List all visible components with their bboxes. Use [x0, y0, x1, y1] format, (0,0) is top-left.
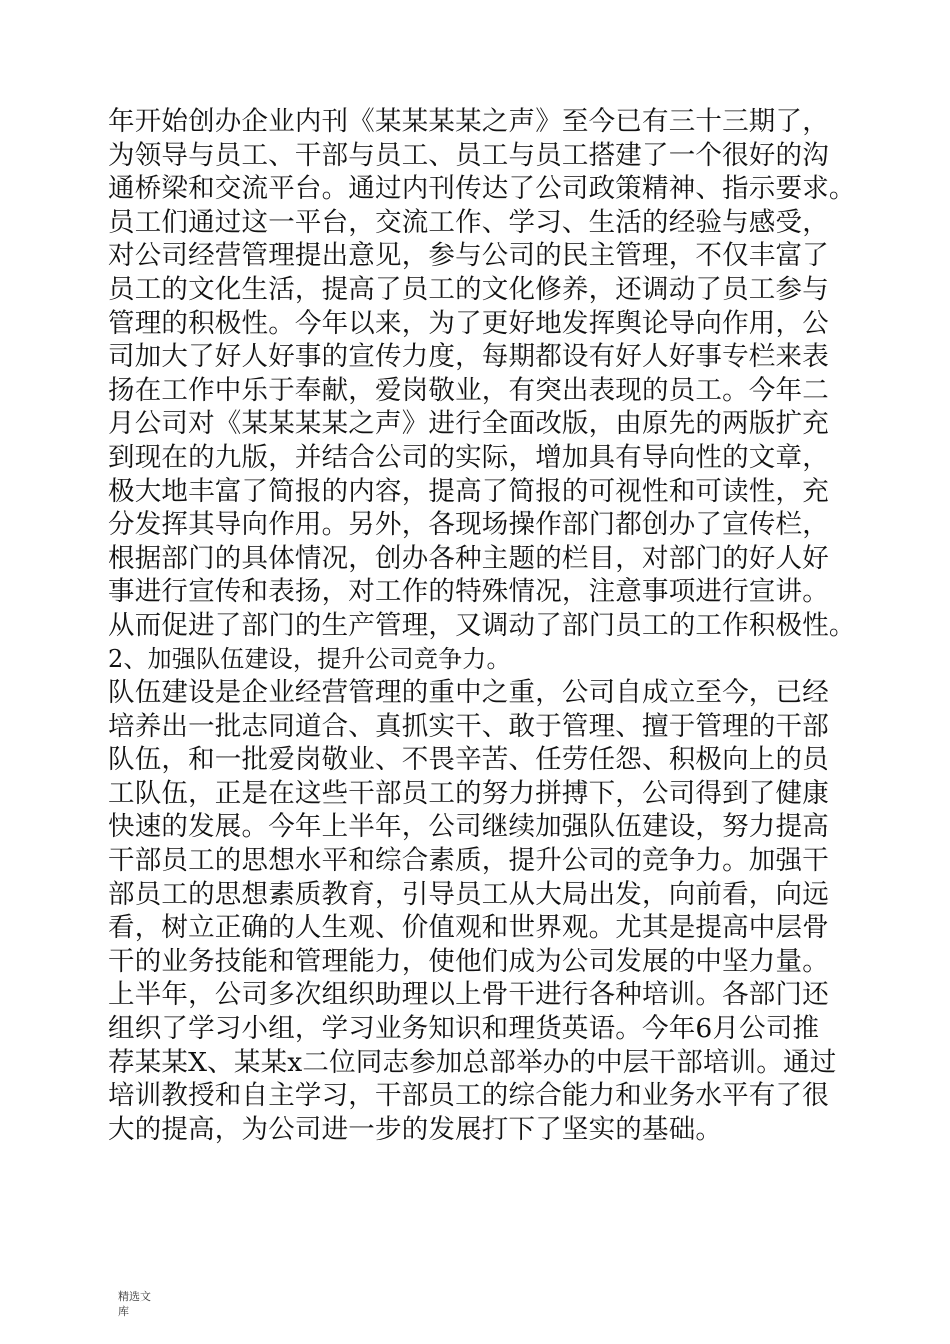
text-line: 月公司对《某某某某之声》进行全面改版，由原先的两版扩充 [108, 408, 829, 440]
text-line: 看，树立正确的人生观、价值观和世界观。尤其是提高中层骨 [108, 912, 829, 944]
text-line: 荐某某X、某某x二位同志参加总部举办的中层干部培训。通过 [108, 1046, 837, 1078]
section-2-heading [108, 643, 868, 677]
text-line: 上半年，公司多次组织助理以上骨干进行各种培训。各部门还 [108, 979, 829, 1011]
text-line: 培训教授和自主学习，干部员工的综合能力和业务水平有了很 [108, 1080, 829, 1112]
text-line: 员工的文化生活，提高了员工的文化修养，还调动了员工参与 [108, 273, 829, 305]
footer-line: 精选文 [118, 1290, 151, 1303]
text-line: 分发挥其导向作用。另外，各现场操作部门都创办了宣传栏， [108, 509, 829, 541]
footer-label [118, 1289, 178, 1319]
text-line: 工队伍，正是在这些干部员工的努力拼搏下，公司得到了健康 [108, 777, 829, 809]
paragraph-section-2 [108, 676, 868, 1146]
footer-line: 库 [118, 1305, 129, 1318]
text-line: 部员工的思想素质教育，引导员工从大局出发，向前看，向远 [108, 878, 829, 910]
text-line: 队伍建设是企业经营管理的重中之重，公司自成立至今，已经 [108, 677, 829, 709]
paragraph-intro [108, 105, 868, 643]
section-heading: 2、加强队伍建设，提升公司竞争力。 [108, 644, 511, 673]
document-body [108, 105, 868, 1146]
text-line: 对公司经营管理提出意见，参与公司的民主管理，不仅丰富了 [108, 240, 829, 272]
text-line: 年开始创办企业内刊《某某某某之声》至今已有三十三期了， [108, 106, 829, 137]
text-line: 到现在的九版，并结合公司的实际，增加具有导向性的文章， [108, 441, 829, 473]
text-line: 干部员工的思想水平和综合素质，提升公司的竞争力。加强干 [108, 845, 829, 877]
text-line: 组织了学习小组，学习业务知识和理货英语。今年6月公司推 [108, 1013, 820, 1045]
text-line: 为领导与员工、干部与员工、员工与员工搭建了一个很好的沟 [108, 139, 829, 171]
text-line: 队伍，和一批爱岗敬业、不畏辛苦、任劳任怨、积极向上的员 [108, 744, 829, 776]
text-line: 事进行宣传和表扬，对工作的特殊情况，注意事项进行宣讲。 [108, 576, 829, 608]
text-line: 快速的发展。今年上半年，公司继续加强队伍建设，努力提高 [108, 811, 829, 843]
text-line: 大的提高，为公司进一步的发展打下了坚实的基础。 [108, 1113, 723, 1145]
text-line: 极大地丰富了简报的内容，提高了简报的可视性和可读性，充 [108, 475, 829, 507]
text-line: 管理的积极性。今年以来，为了更好地发挥舆论导向作用，公 [108, 307, 829, 339]
text-line: 扬在工作中乐于奉献，爱岗敬业，有突出表现的员工。今年二 [108, 374, 829, 406]
text-line: 司加大了好人好事的宣传力度，每期都设有好人好事专栏来表 [108, 341, 829, 373]
text-line: 干的业务技能和管理能力，使他们成为公司发展的中坚力量。 [108, 945, 829, 977]
text-line: 通桥梁和交流平台。通过内刊传达了公司政策精神、指示要求。 [108, 173, 856, 205]
text-line: 培养出一批志同道合、真抓实干、敢于管理、擅于管理的干部 [108, 710, 829, 742]
text-line: 从而促进了部门的生产管理，又调动了部门员工的工作积极性。 [108, 609, 856, 641]
text-line: 根据部门的具体情况，创办各种主题的栏目，对部门的好人好 [108, 542, 829, 574]
text-line: 员工们通过这一平台，交流工作、学习、生活的经验与感受， [108, 206, 829, 238]
